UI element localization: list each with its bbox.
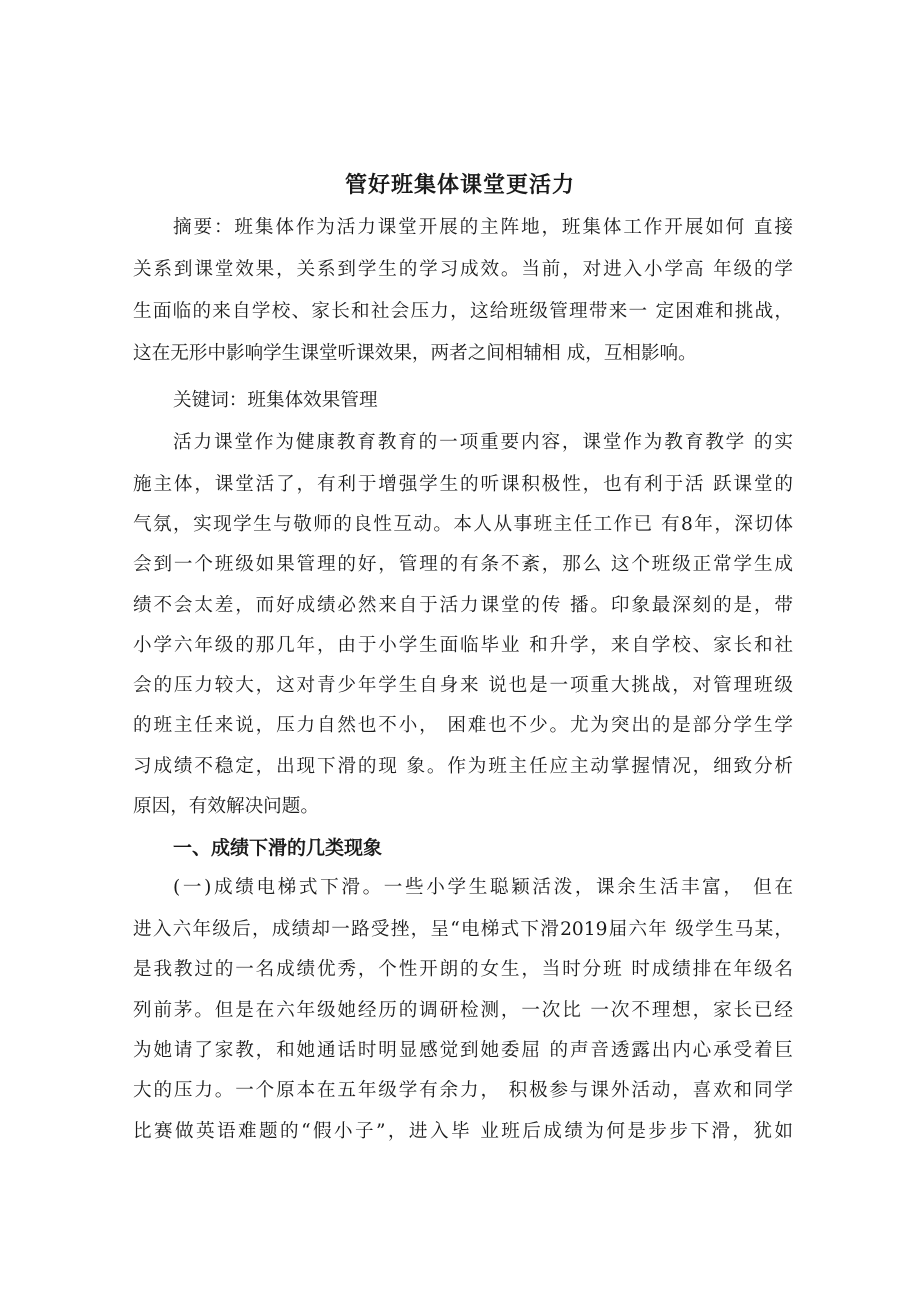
keywords-line: 关键词：班集体效果管理 [173,390,378,411]
body-line: 绩不会太差，而好成绩必然来自于活力课堂的传 播。印象最深刻的是，带 [133,595,793,616]
body-line: 施主体，课堂活了，有利于增强学生的听课积极性，也有利于活 跃课堂的 [133,474,793,495]
body-line: 为她请了家教，和她通话时明显感觉到她委屈 的声音透露出内心承受着巨 [133,1040,793,1061]
body-line: (一)成绩电梯式下滑。一些小学生聪颖活泼，课余生活丰富， 但在 [173,877,793,898]
body-line: 大的压力。一个原本在五年级学有余力， 积极参与课外活动，喜欢和同学 [133,1080,793,1101]
body-line: 小学六年级的那几年，由于小学生面临毕业 和升学，来自学校、家长和社 [133,635,793,656]
abstract-line: 摘要：班集体作为活力课堂开展的主阵地，班集体工作开展如何 直接 [173,217,793,238]
body-line: 会的压力较大，这对青少年学生自身来 说也是一项重大挑战，对管理班级 [133,675,793,696]
body-line: 气氛，实现学生与敬师的良性互动。本人从事班主任工作已 有8年，深切体 [133,514,793,535]
abstract-line: 这在无形中影响学生课堂听课效果，两者之间相辅相 成，互相影响。 [133,343,697,364]
body-line: 活力课堂作为健康教育教育的一项重要内容，课堂作为教育教学 的实 [173,432,793,453]
body-line: 习成绩不稳定，出现下滑的现 象。作为班主任应主动掌握情况，细致分析 [133,756,793,777]
body-line: 的班主任来说，压力自然也不小， 困难也不少。尤为突出的是部分学生学 [133,715,793,736]
document-title: 管好班集体课堂更活力 [344,173,575,198]
section-heading: 一、成绩下滑的几类现象 [173,837,383,859]
body-line: 会到一个班级如果管理的好，管理的有条不紊，那么 这个班级正常学生成 [133,554,793,575]
abstract-line: 生面临的来自学校、家长和社会压力，这给班级管理带来一 定困难和挑战， [133,301,793,322]
body-line: 比赛做英语难题的“假小子”，进入毕 业班后成绩为何是步步下滑，犹如 [133,1121,793,1142]
body-line: 是我教过的一名成绩优秀，个性开朗的女生，当时分班 时成绩排在年级名 [133,959,793,980]
body-line: 原因，有效解决问题。 [133,796,319,817]
body-line: 列前茅。但是在六年级她经历的调研检测，一次比 一次不理想，家长已经 [133,1000,793,1021]
abstract-line: 关系到课堂效果，关系到学生的学习成效。当前，对进入小学高 年级的学 [133,259,793,280]
body-line: 进入六年级后，成绩却一路受挫，呈“电梯式下滑2019届六年 级学生马某， [133,919,793,940]
